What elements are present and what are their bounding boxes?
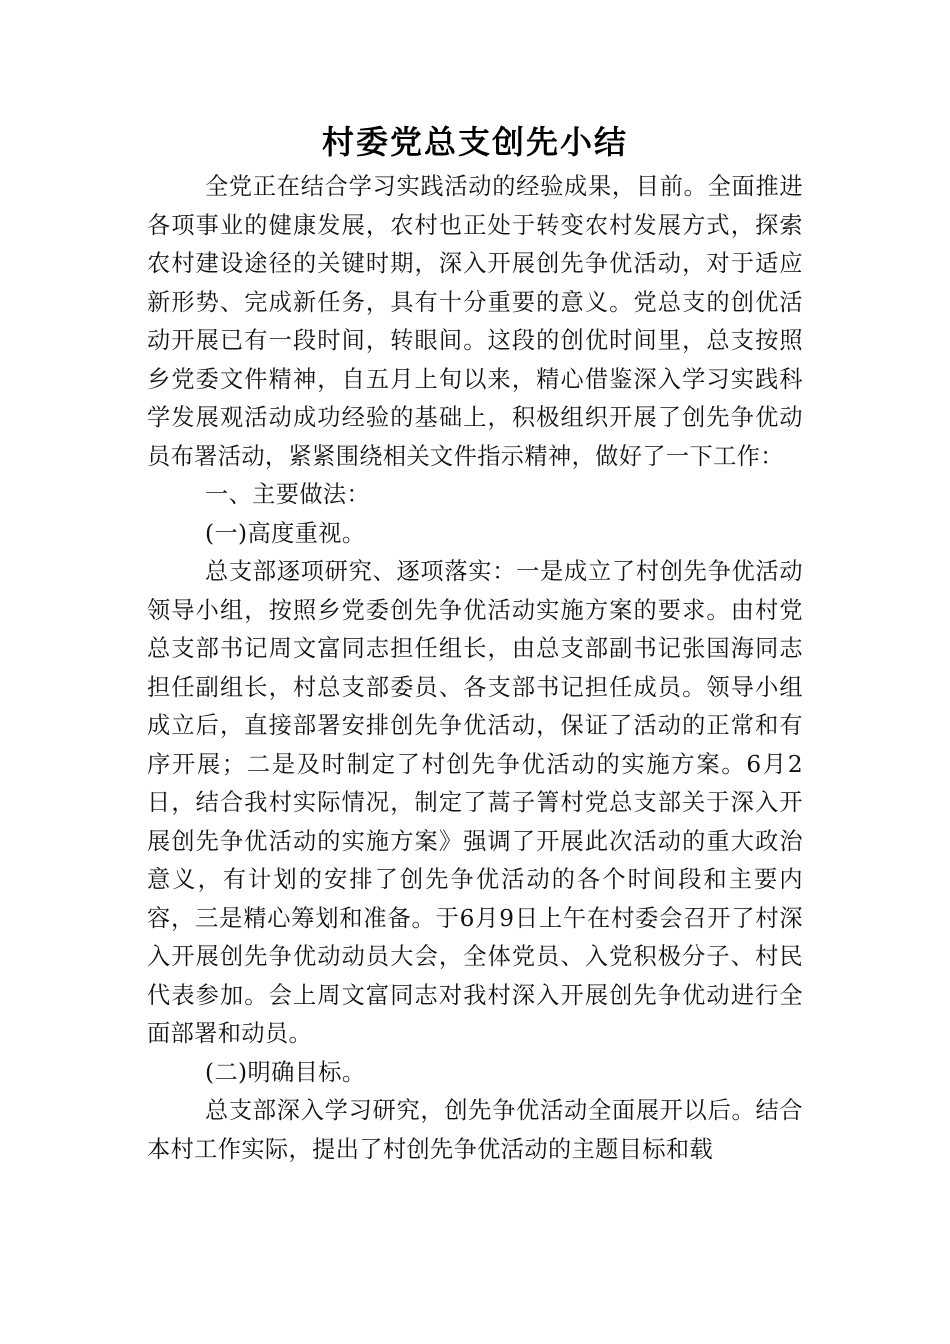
document-page: [147, 118, 803, 1169]
section-heading-main-practices: 一、主要做法：: [205, 481, 371, 508]
body-paragraph-1: 总支部逐项研究、逐项落实：一是成立了村创先争优活动领导小组，按照乡党委创先争优活动实施方案的要求。由村党总支部书记周文富同志担任组长，由总支部副书记张国海同志担任副组长，村总支部委员、各支部书记担任成员。领导小组成立后，直接部署安排创先争优活动，保证了活动的正常和有序开展；二是及时制定了村创先争优活动的实施方案。6月2日，结合我村实际情况，制定了蒿子箐村党总支部关于深入开展创先争优活动的实施方案》强调了开展此次活动的重大政治意义，有计划的安排了创先争优活动的各个时间段和主要内容，三是精心筹划和准备。于6月9日上午在村委会召开了村深入开展创先争优动动员大会，全体党员、入党积极分子、村民代表参加。会上周文富同志对我村深入开展创先争优动进行全面部署和动员。: [147, 558, 803, 1047]
body-paragraph-2: 总支部深入学习研究，创先争优活动全面展开以后。结合本村工作实际，提出了村创先争优活动的主题目标和载: [147, 1097, 803, 1163]
intro-paragraph: 全党正在结合学习实践活动的经验成果，目前。全面推进各项事业的健康发展，农村也正处于转变农村发展方式，探索农村建设途径的关键时期，深入开展创先争优活动，对于适应新形势、完成新任务，具有十分重要的意义。党总支的创优活动开展已有一段时间，转眼间。这段的创优时间里，总支按照乡党委文件精神，自五月上旬以来，精心借鉴深入学习实践科学发展观活动成功经验的基础上，积极组织开展了创先争优动员布署活动，紧紧围绕相关文件指示精神，做好了一下工作：: [147, 173, 803, 470]
document-title: 村委党总支创先小结: [321, 123, 628, 161]
subsection-heading-1: (一)高度重视。: [205, 519, 366, 547]
subsection-heading-2: (二)明确目标。: [205, 1058, 366, 1086]
